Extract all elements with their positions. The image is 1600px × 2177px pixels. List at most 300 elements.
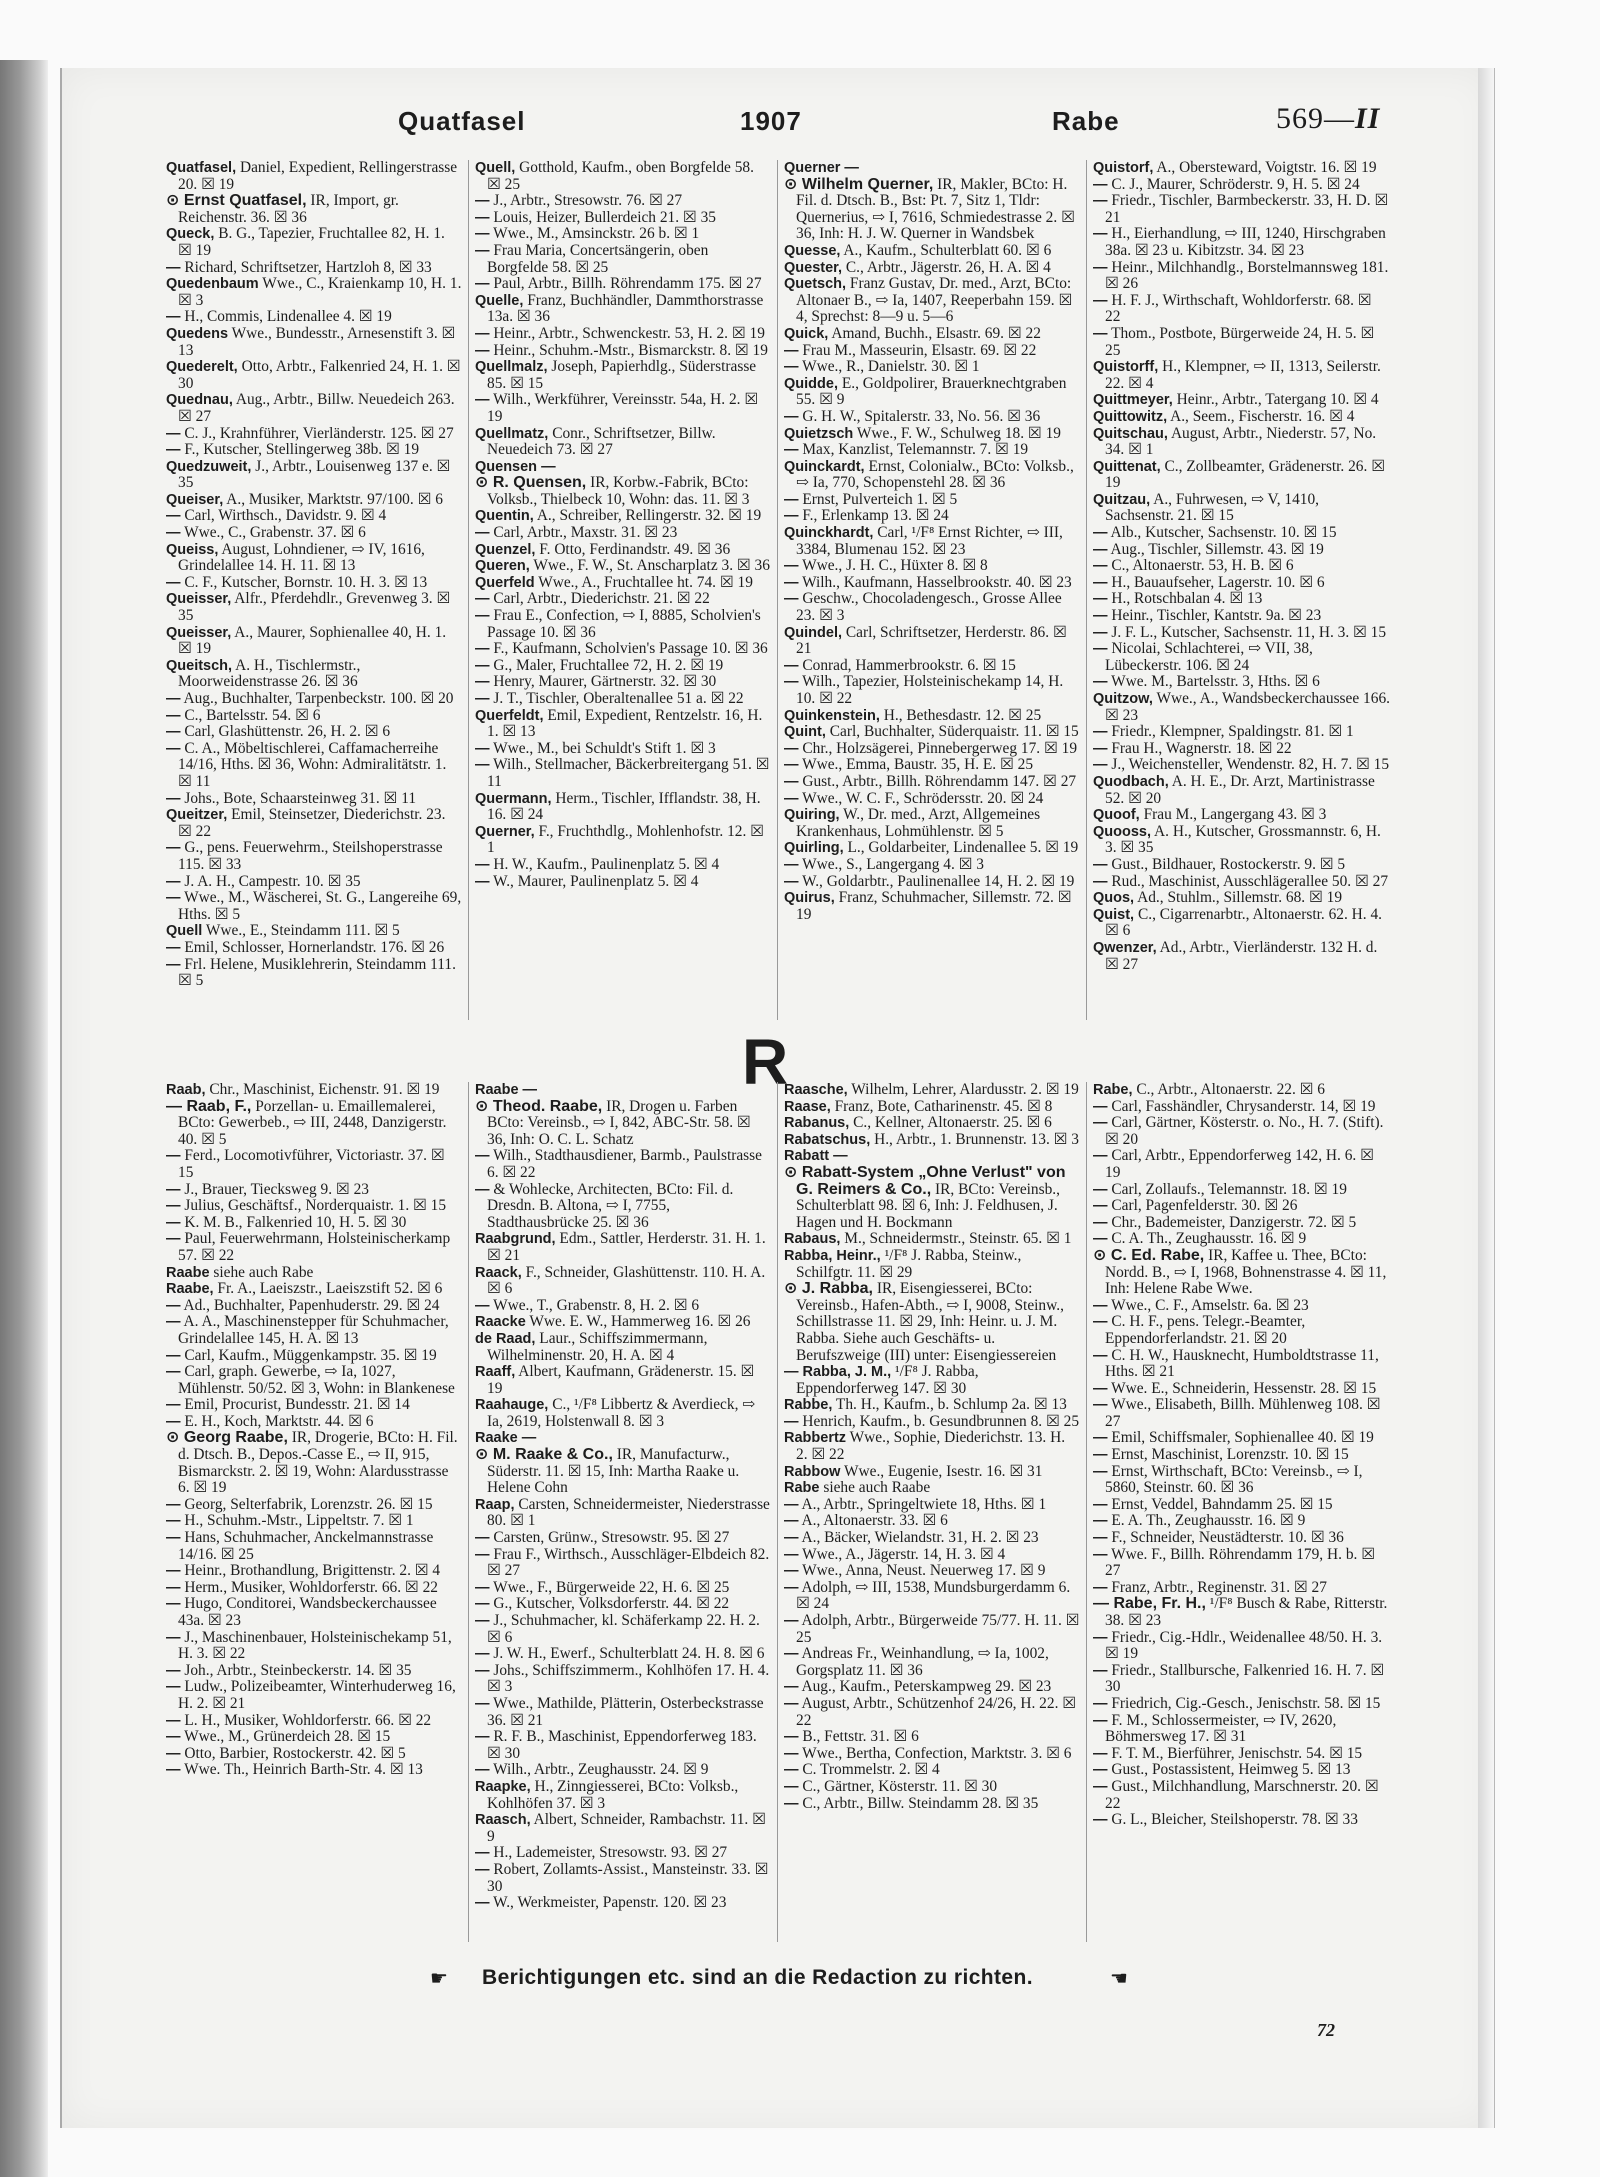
directory-entry <box>166 1348 462 1365</box>
directory-entry <box>166 1679 462 1712</box>
directory-entry <box>166 890 462 923</box>
entry-surname: — <box>475 1729 490 1746</box>
entry-details: J. T., Tischler, Oberaltenallee 51 a. ☒ 22 <box>493 690 744 707</box>
entry-details: Frau H., Wagnerstr. 18. ☒ 22 <box>1111 739 1292 757</box>
directory-entry <box>166 1630 462 1663</box>
entry-surname: — <box>166 1214 181 1231</box>
entry-surname: — <box>166 1729 181 1746</box>
entry-surname: Rabe, <box>1093 1082 1133 1098</box>
directory-entry <box>1093 1115 1390 1148</box>
entry-surname: Quooss, <box>1093 823 1152 840</box>
entry-surname: Raacke <box>475 1314 526 1331</box>
entry-surname: — <box>1093 1695 1108 1712</box>
directory-entry <box>1093 426 1390 459</box>
entry-details: C., Kellner, Altonaerstr. 25. ☒ 6 <box>853 1114 1052 1132</box>
entry-surname: ⊙ Ernst Quatfasel, <box>166 192 307 210</box>
directory-entry <box>166 459 462 492</box>
entry-details: C., Arbtr., Billw. Steindamm 28. ☒ 35 <box>802 1794 1039 1812</box>
entry-details: Gust., Postassistent, Heimweg 5. ☒ 13 <box>1111 1761 1351 1779</box>
entry-surname: — <box>784 1745 799 1762</box>
entry-details: H., Zinngiesserei, BCto: Volksb., Kohlhöfen 37. ☒ 3 <box>487 1777 739 1812</box>
directory-entry <box>475 1314 771 1331</box>
entry-surname: — <box>1093 558 1108 575</box>
entry-surname: — <box>784 359 799 376</box>
entry-surname: Quedens <box>166 325 229 342</box>
entry-details: Conr., Schriftsetzer, Billw. Neuedeich 73. ☒ 27 <box>487 424 716 459</box>
directory-entry <box>784 1480 1080 1497</box>
entry-surname: — <box>1093 193 1108 210</box>
directory-entry <box>784 160 1080 177</box>
column <box>778 1082 1087 1942</box>
entry-surname: — <box>784 773 799 790</box>
entry-surname: — <box>784 757 799 774</box>
entry-surname: — <box>475 1546 490 1563</box>
entry-details: Carl, Buchhalter, Süderquaistr. 11. ☒ 15 <box>829 723 1079 741</box>
directory-entry <box>1093 1082 1390 1099</box>
entry-details: C. A., Möbeltischlerei, Caffamacherreihe 14/16, Hths. ☒ 36, Wohn: Admiralitätstr. 1. ☒ 11 <box>178 739 447 790</box>
entry-surname: — <box>1093 1629 1108 1646</box>
entry-details: Gust., Milchhandlung, Marschnerstr. 20. ☒ 22 <box>1105 1777 1379 1812</box>
entry-surname: Raabgrund, <box>475 1231 556 1248</box>
entry-surname: — <box>1093 856 1108 873</box>
entry-surname: — <box>1093 1098 1108 1115</box>
entry-details: W., Dr. med., Arzt, Allgemeines Krankenhaus, Lohmühlenstr. ☒ 5 <box>796 806 1041 840</box>
directory-entry <box>1093 757 1390 774</box>
entry-surname: — <box>784 873 799 890</box>
directory-entry <box>166 940 462 957</box>
entry-surname: — <box>475 1530 490 1547</box>
entry-details: Max, Kanzlist, Telemannstr. 7. ☒ 19 <box>802 441 1029 459</box>
entry-details: Johs., Schiffszimmerm., Kohlhöfen 17. H. 4. ☒ 3 <box>487 1661 770 1696</box>
head-year: 1907 <box>740 106 802 136</box>
directory-entry <box>475 426 771 459</box>
entry-details: Wilhelm, Lehrer, Alardusstr. 2. ☒ 19 <box>851 1082 1079 1098</box>
entry-details: Wwe., W. C. F., Schrödersstr. 20. ☒ 24 <box>802 789 1044 807</box>
directory-entry <box>1093 1497 1390 1514</box>
entry-surname: — <box>1093 1148 1108 1165</box>
entry-details: Wwe., A., Wandsbeckerchaussee 166. ☒ 23 <box>1105 690 1390 724</box>
entry-surname: — <box>1093 1397 1108 1414</box>
entry-surname: — <box>166 939 181 956</box>
footer-notice <box>420 1960 1180 1996</box>
entry-details: Carl, graph. Gewerbe, ⇨ Ia, 1027, Mühlenstr. 50/52. ☒ 3, Wohn: in Blankenese <box>178 1363 455 1397</box>
entry-surname: Queck, <box>166 226 215 243</box>
entry-details: Ferd., Locomotivführer, Victoriastr. 37. ☒ 15 <box>178 1147 445 1181</box>
directory-entry <box>475 1580 771 1597</box>
entry-details: ¹/F⁸ Busch & Rabe, Ritterstr. 38. ☒ 23 <box>1105 1595 1388 1629</box>
entry-details: C., Cigarrenarbtr., Altonaerstr. 62. H. 4. ☒ 6 <box>1105 905 1383 940</box>
entry-details: H., Rotschbalan 4. ☒ 13 <box>1111 590 1263 608</box>
directory-entry <box>1093 1530 1390 1547</box>
entry-details: A., Fuhrwesen, ⇨ V, 1410, Sachsenstr. 21. ☒ 15 <box>1105 490 1320 525</box>
entry-details: E., Goldpolirer, Brauerknechtgraben 55. ☒ 9 <box>796 374 1067 409</box>
directory-entry <box>784 260 1080 277</box>
directory-entry <box>166 575 462 592</box>
directory-entry <box>1093 1231 1390 1248</box>
entry-surname: — <box>475 242 490 259</box>
entry-details: Wwe., E., Steindamm 111. ☒ 5 <box>205 922 400 940</box>
directory-entry <box>784 1364 1080 1397</box>
directory-entry <box>475 658 771 675</box>
entry-surname: — <box>1093 1463 1108 1480</box>
entry-details: A., Arbtr., Springeltwiete 18, Hths. ☒ 1 <box>801 1495 1047 1513</box>
entry-surname: ⊙ Rabatt-System „Ohne Verlust" von G. Reimers & Co., <box>784 1163 1066 1198</box>
top-columns <box>160 160 1396 1020</box>
entry-surname: Quesse, <box>784 242 841 259</box>
entry-surname: Qwenzer, <box>1093 939 1157 956</box>
entry-surname: — <box>784 1729 799 1746</box>
entry-surname: Quitzow, <box>1093 691 1153 707</box>
entry-details: F. Otto, Ferdinandstr. 49. ☒ 36 <box>539 540 731 558</box>
column <box>1087 1082 1396 1942</box>
directory-entry <box>784 1464 1080 1481</box>
directory-entry <box>784 1430 1080 1463</box>
entry-details: Wwe. E., Schneiderin, Hessenstr. 28. ☒ 15 <box>1111 1379 1377 1397</box>
directory-entry <box>1093 492 1390 525</box>
entry-surname: — <box>1093 541 1108 558</box>
directory-entry <box>166 1082 462 1099</box>
directory-entry <box>784 492 1080 509</box>
directory-entry <box>1093 459 1390 492</box>
entry-details: Alfr., Pferdehdlr., Grevenweg 3. ☒ 35 <box>178 590 451 625</box>
directory-entry <box>784 1729 1080 1746</box>
entry-surname: Quittenat, <box>1093 458 1161 475</box>
entry-details: Heinr., Arbtr., Schwenckestr. 53, H. 2. ☒ 19 <box>493 324 765 342</box>
entry-details: Amand, Buchh., Elsastr. 69. ☒ 22 <box>831 324 1041 342</box>
entry-surname: Quitschau, <box>1093 425 1168 442</box>
directory-entry <box>784 243 1080 260</box>
directory-entry <box>166 1397 462 1414</box>
directory-entry <box>1093 591 1390 608</box>
entry-surname: — <box>475 209 490 226</box>
directory-entry <box>166 1513 462 1530</box>
entry-details: IR, BCto: Vereinsb., Schulterblatt 98. ☒ 6, Inh: J. Feldhusen, J. Hagen und H. Bockmann <box>796 1180 1060 1231</box>
directory-entry <box>1093 260 1390 293</box>
entry-details: Ludw., Polizeibeamter, Winterhuderweg 16, H. 2. ☒ 21 <box>178 1678 456 1712</box>
entry-surname: — <box>166 740 181 757</box>
entry-details: IR, Import, gr. Reichenstr. 36. ☒ 36 <box>178 192 399 226</box>
entry-details: Gust., Arbtr., Billh. Röhrendamm 147. ☒ 27 <box>802 772 1077 790</box>
entry-details: Emil, Procurist, Bundesstr. 21. ☒ 14 <box>184 1396 410 1414</box>
entry-surname: Quetsch, <box>784 276 847 293</box>
entry-details: & Wohlecke, Architecten, BCto: Fil. d. Dresdn. B. Altona, ⇨ I, 7755, Stadthausbrücke 25. ☒ 36 <box>487 1180 734 1231</box>
entry-surname: Querner, <box>475 823 535 840</box>
entry-surname: ⊙ J. Rabba, <box>784 1280 873 1298</box>
directory-entry <box>475 1497 771 1530</box>
directory-entry <box>784 426 1080 443</box>
directory-entry <box>784 1513 1080 1530</box>
entry-surname: Raasche, <box>784 1082 848 1098</box>
directory-entry <box>166 923 462 940</box>
directory-entry <box>475 210 771 227</box>
directory-entry <box>784 326 1080 343</box>
entry-details: Wwe., M., Grünerdeich 28. ☒ 15 <box>184 1728 391 1746</box>
directory-entry <box>475 542 771 559</box>
entry-details: G., Maler, Fruchtallee 72, H. 2. ☒ 19 <box>493 656 724 674</box>
entry-details: Friedr., Cig.-Hdlr., Weidenallee 48/50. H. 3. ☒ 19 <box>1105 1628 1383 1663</box>
entry-surname: — <box>475 193 490 210</box>
entry-surname: Quinckhardt, <box>784 525 874 542</box>
entry-details: Adolph, ⇨ III, 1538, Mundsburgerdamm 6. ☒ 24 <box>796 1578 1071 1613</box>
entry-details: Wwe., F., Bürgerweide 22, H. 6. ☒ 25 <box>493 1578 730 1596</box>
directory-entry <box>784 1696 1080 1729</box>
directory-entry <box>166 1298 462 1315</box>
entry-details: Wwe., A., Jägerstr. 14, H. 3. ☒ 4 <box>802 1545 1006 1563</box>
directory-entry <box>475 1364 771 1397</box>
entry-details: Emil, Expedient, Rentzelstr. 16, H. 1. ☒ 13 <box>487 706 763 741</box>
entry-details: Rud., Maschinist, Ausschlägerallee 50. ☒ 27 <box>1111 872 1389 890</box>
entry-details: ¹/F⁸ J. Rabba, Steinw., Schilfgtr. 11. ☒ 29 <box>796 1246 1022 1281</box>
directory-entry <box>1093 293 1390 326</box>
entry-surname: — <box>784 558 799 575</box>
entry-surname: Queisser, <box>166 624 232 641</box>
entry-surname: Querfeldt, <box>475 707 544 724</box>
directory-entry <box>1093 1779 1390 1812</box>
entry-details: Wwe. Th., Heinrich Barth-Str. 4. ☒ 13 <box>184 1761 423 1779</box>
entry-surname: Quederelt, <box>166 359 238 376</box>
directory-entry <box>166 276 462 309</box>
column <box>160 160 469 1020</box>
entry-surname: Raaff, <box>475 1364 516 1381</box>
directory-entry <box>1093 1513 1390 1530</box>
entry-details: Carl, Zollaufs., Telemannstr. 18. ☒ 19 <box>1111 1180 1347 1198</box>
directory-entry <box>784 1099 1080 1116</box>
entry-details: C. J., Maurer, Schröderstr. 9, H. 5. ☒ 24 <box>1111 175 1360 193</box>
directory-entry <box>475 1182 771 1232</box>
entry-details: Friedrich, Cig.-Gesch., Jenischstr. 58. ☒ 15 <box>1111 1694 1381 1712</box>
directory-entry <box>784 508 1080 525</box>
entry-details: C., Altonaerstr. 53, H. B. ☒ 6 <box>1111 557 1294 575</box>
entry-details: H., Bauaufseher, Lagerstr. 10. ☒ 6 <box>1111 573 1325 591</box>
entry-details: Franz, Schuhmacher, Sillemstr. 72. ☒ 19 <box>796 889 1072 923</box>
directory-entry <box>475 674 771 691</box>
directory-entry <box>784 1580 1080 1613</box>
directory-entry <box>475 1148 771 1181</box>
directory-entry <box>475 791 771 824</box>
entry-surname: — <box>784 1513 799 1530</box>
directory-entry <box>475 392 771 425</box>
directory-entry <box>1093 1696 1390 1713</box>
directory-entry <box>475 1397 771 1430</box>
directory-entry <box>475 1265 771 1298</box>
directory-entry <box>784 1547 1080 1564</box>
entry-details: K. M. B., Falkenried 10, H. 5. ☒ 30 <box>184 1213 407 1231</box>
entry-details: H. F. J., Wirthschaft, Wohldorferstr. 68. ☒ 22 <box>1105 291 1372 326</box>
entry-surname: — <box>475 392 490 409</box>
directory-entry <box>1093 1248 1390 1298</box>
entry-surname: Rabba, Heinr., <box>784 1247 881 1264</box>
column <box>1087 160 1396 1020</box>
entry-surname: — <box>1093 259 1108 276</box>
entry-surname: — <box>1093 1297 1108 1314</box>
directory-entry <box>166 591 462 624</box>
directory-entry <box>784 359 1080 376</box>
directory-entry <box>475 326 771 343</box>
entry-details: Otto, Arbtr., Falkenried 24, H. 1. ☒ 30 <box>178 358 461 392</box>
entry-surname: — <box>475 657 490 674</box>
entry-details: Franz Gustav, Dr. med., Arzt, BCto: Altonaer B., ⇨ Ia, 1407, Reeperbahn 159. ☒ 4, Sprechst: 8—9 u. 5—6 <box>796 275 1073 326</box>
entry-details: Wwe., C. F., Amselstr. 6a. ☒ 23 <box>1111 1296 1309 1314</box>
entry-details: Wwe., M., Amsinckstr. 26 b. ☒ 1 <box>493 225 700 243</box>
directory-entry <box>475 1646 771 1663</box>
directory-entry <box>166 309 462 326</box>
entry-surname: — <box>475 1646 490 1663</box>
entry-surname: Raabe <box>166 1264 210 1281</box>
entry-details: Wwe. E. W., Hammerweg 16. ☒ 26 <box>529 1313 751 1331</box>
entry-details: Heinr., Tischler, Kantstr. 9a. ☒ 23 <box>1111 607 1322 625</box>
directory-entry <box>1093 1580 1390 1597</box>
entry-details: Paul, Feuerwehrmann, Holsteinischerkamp 57. ☒ 22 <box>178 1230 451 1264</box>
entry-details: Wwe., T., Grabenstr. 8, H. 2. ☒ 6 <box>493 1296 700 1314</box>
directory-entry <box>475 1812 771 1845</box>
entry-surname: Quist, <box>1093 906 1135 923</box>
entry-details: A. H., Kutscher, Grossmannstr. 6, H. 3. ☒ 35 <box>1105 822 1381 857</box>
entry-details: Carl, Schriftsetzer, Herderstr. 86. ☒ 21 <box>796 623 1067 658</box>
directory-entry <box>1093 392 1390 409</box>
entry-surname: Quell, <box>475 160 516 176</box>
entry-surname: ⊙ Wilhelm Querner, <box>784 175 934 193</box>
directory-entry <box>784 459 1080 492</box>
entry-details: F., Schneider, Neustädterstr. 10. ☒ 36 <box>1111 1529 1344 1547</box>
directory-entry <box>784 525 1080 558</box>
entry-details: Heinr., Milchhandlg., Borstelmannsweg 181. ☒ 26 <box>1105 258 1389 293</box>
entry-surname: Quinkenstein, <box>784 707 880 724</box>
entry-surname: — <box>166 1231 181 1248</box>
entry-surname: — <box>166 309 181 326</box>
directory-entry <box>1093 1447 1390 1464</box>
entry-details: Friedr., Tischler, Barmbeckerstr. 33, H. D. ☒ 21 <box>1105 192 1389 226</box>
entry-details: Porzellan- u. Emaillemalerei, BCto: Gewerbeb., ⇨ III, 2448, Danzigerstr. 40. ☒ 5 <box>178 1097 447 1148</box>
entry-details: C., Zollbeamter, Grädenerstr. 26. ☒ 19 <box>1105 457 1385 492</box>
entry-details: IR, Drogerie, BCto: H. Fil. d. Dtsch. B., Depos.-Casse E., ⇨ II, 915, Bismarckstr. 2. ☒ 19, Wohn: Alardusstrasse 6. ☒ 19 <box>178 1429 458 1497</box>
entry-details: J. F. L., Kutscher, Sachsenstr. 11, H. 3. ☒ 15 <box>1111 623 1387 641</box>
entry-surname: — <box>475 1895 490 1912</box>
entry-details: Wwe., R., Danielstr. 30. ☒ 1 <box>802 358 980 376</box>
sheet-number: 72 <box>1317 2020 1335 2040</box>
directory-entry <box>784 625 1080 658</box>
directory-entry <box>1093 1762 1390 1779</box>
entry-details: Wilh., Stellmacher, Bäckerbreitergang 51. ☒ 11 <box>487 756 770 790</box>
entry-surname: — <box>784 657 799 674</box>
directory-entry <box>475 160 771 193</box>
entry-details: Hugo, Conditorei, Wandsbeckerchaussee 43a. ☒ 23 <box>178 1595 437 1629</box>
entry-surname: — <box>784 856 799 873</box>
entry-details: IR, Eisengiesserei, BCto: Vereinsb., Hafen-Abth., ⇨ I, 9008, Steinw., Schillstrasse 11. ☒ 29, Inh: Heinr. u. J. M. Rabba. Siehe auch Geschäfts- u. Berufszweige (III) unter: Eisengiessereien <box>796 1280 1064 1364</box>
entry-surname: Raase, <box>784 1098 831 1115</box>
entry-details: A., Musiker, Marktstr. 97/100. ☒ 6 <box>226 490 443 508</box>
entry-details: Carl, Arbtr., Maxstr. 31. ☒ 23 <box>493 524 678 542</box>
entry-surname: Quos, <box>1093 890 1135 907</box>
entry-surname: — <box>166 442 181 459</box>
entry-surname: — <box>475 691 490 707</box>
entry-surname: — <box>166 425 181 442</box>
entry-details: J. A. H., Campestr. 10. ☒ 35 <box>184 872 361 890</box>
directory-entry <box>475 1663 771 1696</box>
entry-surname: — <box>166 1513 181 1530</box>
entry-surname: — <box>166 1712 181 1729</box>
entry-details: Johs., Bote, Schaarsteinweg 31. ☒ 11 <box>184 789 417 807</box>
entry-surname: — <box>475 1596 490 1613</box>
entry-details: F. T. M., Bierführer, Jenischstr. 54. ☒ 15 <box>1111 1744 1363 1762</box>
entry-surname: — <box>166 890 181 907</box>
directory-entry <box>1093 907 1390 940</box>
entry-details: H., Arbtr., 1. Brunnenstr. 13. ☒ 3 <box>874 1130 1079 1148</box>
directory-entry <box>784 1762 1080 1779</box>
entry-details: C., Gärtner, Kösterstr. 11. ☒ 30 <box>802 1777 998 1795</box>
entry-details: Wwe., F. W., Schulweg 18. ☒ 19 <box>856 424 1061 442</box>
directory-entry <box>1093 1148 1390 1181</box>
entry-surname: — <box>784 740 799 757</box>
entry-details: A., Schreiber, Rellingerstr. 32. ☒ 19 <box>536 507 762 525</box>
entry-surname: — <box>1093 1430 1108 1447</box>
entry-details: Frau F., Wirthsch., Ausschläger-Elbdeich 82. ☒ 27 <box>487 1545 770 1580</box>
entry-details: Franz, Arbtr., Reginenstr. 31. ☒ 27 <box>1111 1578 1327 1596</box>
entry-details: F., Kaufmann, Scholvien's Passage 10. ☒ 36 <box>493 640 768 658</box>
entry-details: C. H. W., Hausknecht, Humboldtstrasse 11, Hths. ☒ 21 <box>1105 1346 1379 1381</box>
entry-details: IR, Makler, BCto: H. Fil. d. Dtsch. B., Bst: Pt. 7, Sitz 1, Tldr: Quernerius, ⇨ I, 7616, Schmiedestrasse 2. ☒ 36, Inh: H. J. W. Querner in Wandsbek <box>796 175 1075 243</box>
entry-details: A., Bäcker, Wielandstr. 31, H. 2. ☒ 23 <box>801 1529 1039 1547</box>
entry-surname: — <box>784 1413 799 1430</box>
entry-surname: — <box>784 1695 799 1712</box>
entry-details: Joh., Arbtr., Steinbeckerstr. 14. ☒ 35 <box>184 1661 412 1679</box>
directory-entry <box>166 1580 462 1597</box>
directory-entry <box>1093 359 1390 392</box>
entry-details: Heinr., Brothandlung, Brigittenstr. 2. ☒ 4 <box>184 1562 441 1580</box>
directory-entry <box>1093 1397 1390 1430</box>
entry-details: Ad., Stuhlm., Sillemstr. 68. ☒ 19 <box>1137 889 1343 907</box>
entry-details: H., Bethesdastr. 12. ☒ 25 <box>883 706 1042 724</box>
entry-details: Wwe., Bundesstr., Arnesenstift 3. ☒ 13 <box>178 324 456 359</box>
entry-surname: — <box>475 1297 490 1314</box>
directory-entry <box>166 226 462 259</box>
entry-details: G., Kutscher, Volksdorferstr. 44. ☒ 22 <box>493 1595 730 1613</box>
directory-entry <box>475 1596 771 1613</box>
directory-entry <box>1093 1381 1390 1398</box>
entry-details: M., Schneidermstr., Steinstr. 65. ☒ 1 <box>844 1230 1072 1248</box>
entry-surname: Rabe <box>784 1480 820 1497</box>
directory-entry <box>475 591 771 608</box>
entry-details: H., Schuhm.-Mstr., Lippeltstr. 7. ☒ 1 <box>184 1512 414 1530</box>
entry-surname: — <box>1093 574 1108 591</box>
entry-details: C. J., Krahnführer, Vierländerstr. 125. ☒ 27 <box>184 424 454 442</box>
bottom-columns <box>160 1082 1396 1942</box>
entry-surname: — <box>475 1662 490 1679</box>
directory-entry <box>166 392 462 425</box>
entry-details: Frau M., Masseurin, Elsastr. 69. ☒ 22 <box>802 341 1037 359</box>
directory-entry <box>784 558 1080 575</box>
directory-entry <box>166 508 462 525</box>
entry-surname: Quellmalz, <box>475 359 548 376</box>
directory-entry <box>475 276 771 293</box>
entry-surname: — <box>475 1861 490 1878</box>
entry-surname: — <box>475 1148 490 1165</box>
entry-surname: — <box>475 1181 490 1198</box>
entry-details: IR, Kaffee u. Thee, BCto: Nordd. B., ⇨ I, 1968, Bohnenstrasse 4. ☒ 11, Inh: Helene Rabe Wwe. <box>1105 1246 1387 1298</box>
entry-surname: — <box>1093 1812 1108 1829</box>
entry-surname: — <box>1093 1579 1108 1596</box>
entry-details: F., Fruchthdlg., Mohlenhofstr. 12. ☒ 1 <box>487 822 764 857</box>
entry-details: Wilh., Werkführer, Vereinsstr. 54a, H. 2. ☒ 19 <box>487 391 759 425</box>
entry-surname: — <box>475 226 490 243</box>
directory-entry <box>166 625 462 658</box>
directory-entry <box>166 260 462 277</box>
entry-details: Carl, Kaufm., Müggenkampstr. 35. ☒ 19 <box>184 1346 437 1364</box>
entry-details: Wwe., C., Grabenstr. 37. ☒ 6 <box>184 524 366 542</box>
directory-entry <box>166 1663 462 1680</box>
directory-entry <box>475 1099 771 1149</box>
entry-details: Fr. A., Laeiszstr., Laeiszstift 52. ☒ 6 <box>217 1280 443 1298</box>
entry-surname: — <box>784 1679 799 1696</box>
